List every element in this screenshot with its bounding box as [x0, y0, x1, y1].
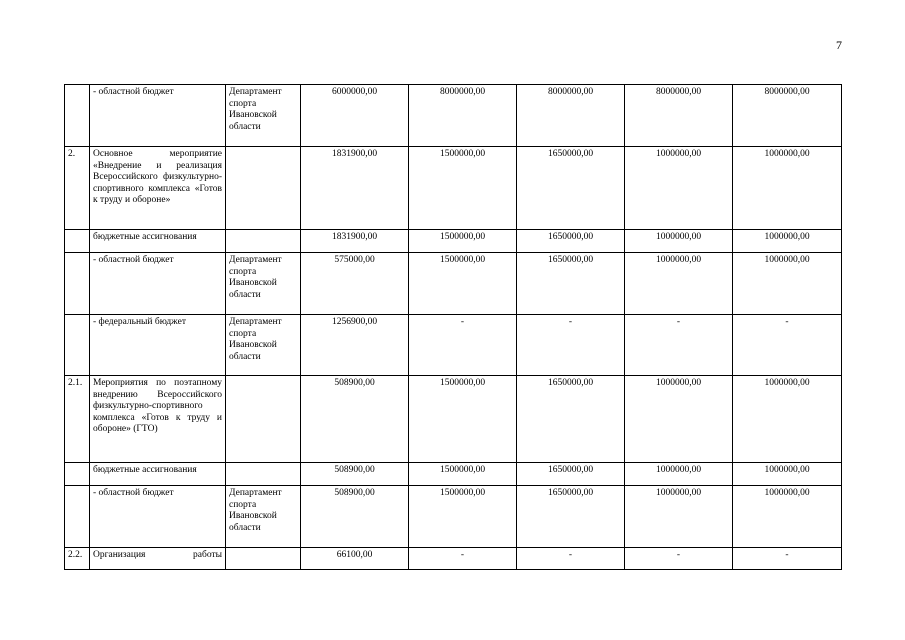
value-cell: 1831900,00	[301, 147, 409, 230]
table-row	[65, 463, 842, 486]
row-name: Организация работы	[90, 548, 226, 570]
value-cell: -	[409, 315, 517, 376]
value-cell: 1500000,00	[409, 376, 517, 463]
row-executor	[226, 230, 301, 253]
row-executor: Департамент спорта Ивановской области	[226, 486, 301, 548]
table-row	[65, 315, 842, 376]
row-number	[65, 85, 90, 147]
row-number	[65, 315, 90, 376]
value-cell: 1650000,00	[517, 147, 625, 230]
row-name: - федеральный бюджет	[90, 315, 226, 376]
value-cell: 1500000,00	[409, 253, 517, 315]
row-name: бюджетные ассигнования	[90, 230, 226, 253]
value-cell: -	[517, 315, 625, 376]
row-number: 2.1.	[65, 376, 90, 463]
value-cell: 66100,00	[301, 548, 409, 570]
value-cell: 1500000,00	[409, 486, 517, 548]
value-cell: 1650000,00	[517, 253, 625, 315]
value-cell: 508900,00	[301, 376, 409, 463]
value-cell: 1650000,00	[517, 463, 625, 486]
value-cell: 1000000,00	[733, 486, 842, 548]
table-row	[65, 85, 842, 147]
value-cell: 1650000,00	[517, 376, 625, 463]
row-executor	[226, 376, 301, 463]
value-cell: -	[625, 548, 733, 570]
row-name: Основное мероприятие «Внедрение и реализация Всероссийского физкультурно-спортивного комплекса «Готов к труду и обороне»	[90, 147, 226, 230]
value-cell: 1000000,00	[625, 147, 733, 230]
row-number	[65, 230, 90, 253]
value-cell: 1000000,00	[733, 230, 842, 253]
value-cell: 1000000,00	[625, 376, 733, 463]
row-number: 2.	[65, 147, 90, 230]
row-name: - областной бюджет	[90, 85, 226, 147]
value-cell: 1000000,00	[733, 376, 842, 463]
table-row	[65, 486, 842, 548]
value-cell: 1000000,00	[733, 147, 842, 230]
value-cell: 1650000,00	[517, 230, 625, 253]
row-number	[65, 463, 90, 486]
value-cell: 508900,00	[301, 463, 409, 486]
row-name: - областной бюджет	[90, 486, 226, 548]
row-executor: Департамент спорта Ивановской области	[226, 315, 301, 376]
row-executor	[226, 463, 301, 486]
value-cell: 1000000,00	[625, 486, 733, 548]
value-cell: 1000000,00	[625, 230, 733, 253]
value-cell: 1500000,00	[409, 463, 517, 486]
table-row	[65, 376, 842, 463]
value-cell: 1650000,00	[517, 486, 625, 548]
table-row	[65, 230, 842, 253]
row-executor: Департамент спорта Ивановской области	[226, 85, 301, 147]
row-executor	[226, 147, 301, 230]
value-cell: 1000000,00	[625, 253, 733, 315]
value-cell: -	[517, 548, 625, 570]
value-cell: 1000000,00	[733, 253, 842, 315]
value-cell: 8000000,00	[625, 85, 733, 147]
page-number: 7	[836, 38, 842, 52]
value-cell: 1500000,00	[409, 147, 517, 230]
value-cell: -	[409, 548, 517, 570]
row-name: Мероприятия по поэтапному внедрению Всероссийского физкультурно-спортивного комплекса «Готов к труду и обороне» (ГТО)	[90, 376, 226, 463]
row-name: - областной бюджет	[90, 253, 226, 315]
value-cell: 1500000,00	[409, 230, 517, 253]
value-cell: 1000000,00	[733, 463, 842, 486]
budget-table	[64, 84, 842, 570]
value-cell: 6000000,00	[301, 85, 409, 147]
table-row	[65, 253, 842, 315]
value-cell: 8000000,00	[409, 85, 517, 147]
row-executor: Департамент спорта Ивановской области	[226, 253, 301, 315]
table-row	[65, 548, 842, 570]
value-cell: 8000000,00	[517, 85, 625, 147]
row-number	[65, 253, 90, 315]
value-cell: 1256900,00	[301, 315, 409, 376]
row-number	[65, 486, 90, 548]
row-executor	[226, 548, 301, 570]
row-number: 2.2.	[65, 548, 90, 570]
table-row	[65, 147, 842, 230]
value-cell: -	[625, 315, 733, 376]
value-cell: 575000,00	[301, 253, 409, 315]
value-cell: 508900,00	[301, 486, 409, 548]
value-cell: 1000000,00	[625, 463, 733, 486]
value-cell: 1831900,00	[301, 230, 409, 253]
row-name: бюджетные ассигнования	[90, 463, 226, 486]
value-cell: 8000000,00	[733, 85, 842, 147]
value-cell: -	[733, 315, 842, 376]
value-cell: -	[733, 548, 842, 570]
